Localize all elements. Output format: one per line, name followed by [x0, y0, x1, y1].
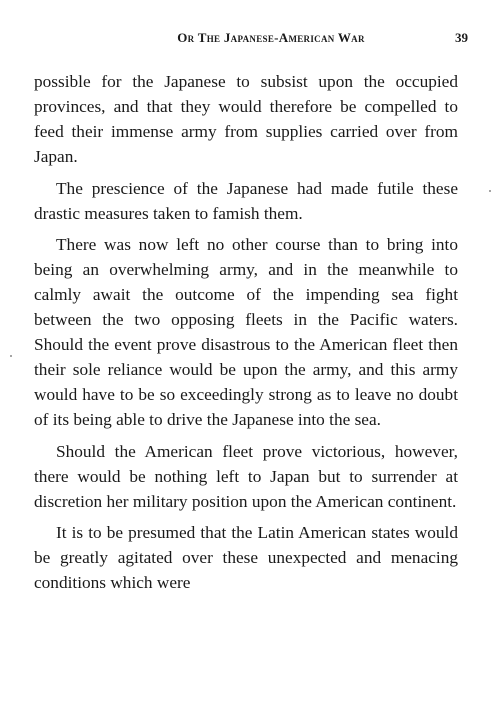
- running-head: [34, 30, 468, 50]
- paper-speck: [489, 190, 491, 192]
- page-number: 39: [455, 30, 468, 45]
- body-text: [34, 70, 458, 603]
- paragraph-1: possible for the Japanese to subsist upon the occupied provinces, and that they would therefore be compelled to feed their immense army from supplies carried over from Japan.: [34, 72, 458, 166]
- paragraph-5: It is to be presumed that the Latin American states would be greatly agitated over these unexpected and menacing conditions which were: [34, 523, 458, 593]
- paragraph-2: The prescience of the Japanese had made futile these drastic measures taken to famish them.: [34, 178, 458, 223]
- paragraph-4: Should the American fleet prove victorious, however, there would be nothing left to Japan but to surrender at discretion her military position upon the American continent.: [34, 441, 458, 511]
- paragraph-3: There was now left no other course than to bring into being an overwhelming army, and in the meanwhile to calmly await the outcome of the impending sea fight between the two opposing fleets in the Pacific waters. Should the event prove disastrous to the American fleet then their sole reliance would be upon the army, and this army would have to be so exceedingly strong as to leave no doubt of its being able to drive the Japanese into the sea.: [34, 235, 458, 429]
- running-title: Or The Japanese-American War: [177, 30, 365, 45]
- paper-speck: [10, 355, 12, 357]
